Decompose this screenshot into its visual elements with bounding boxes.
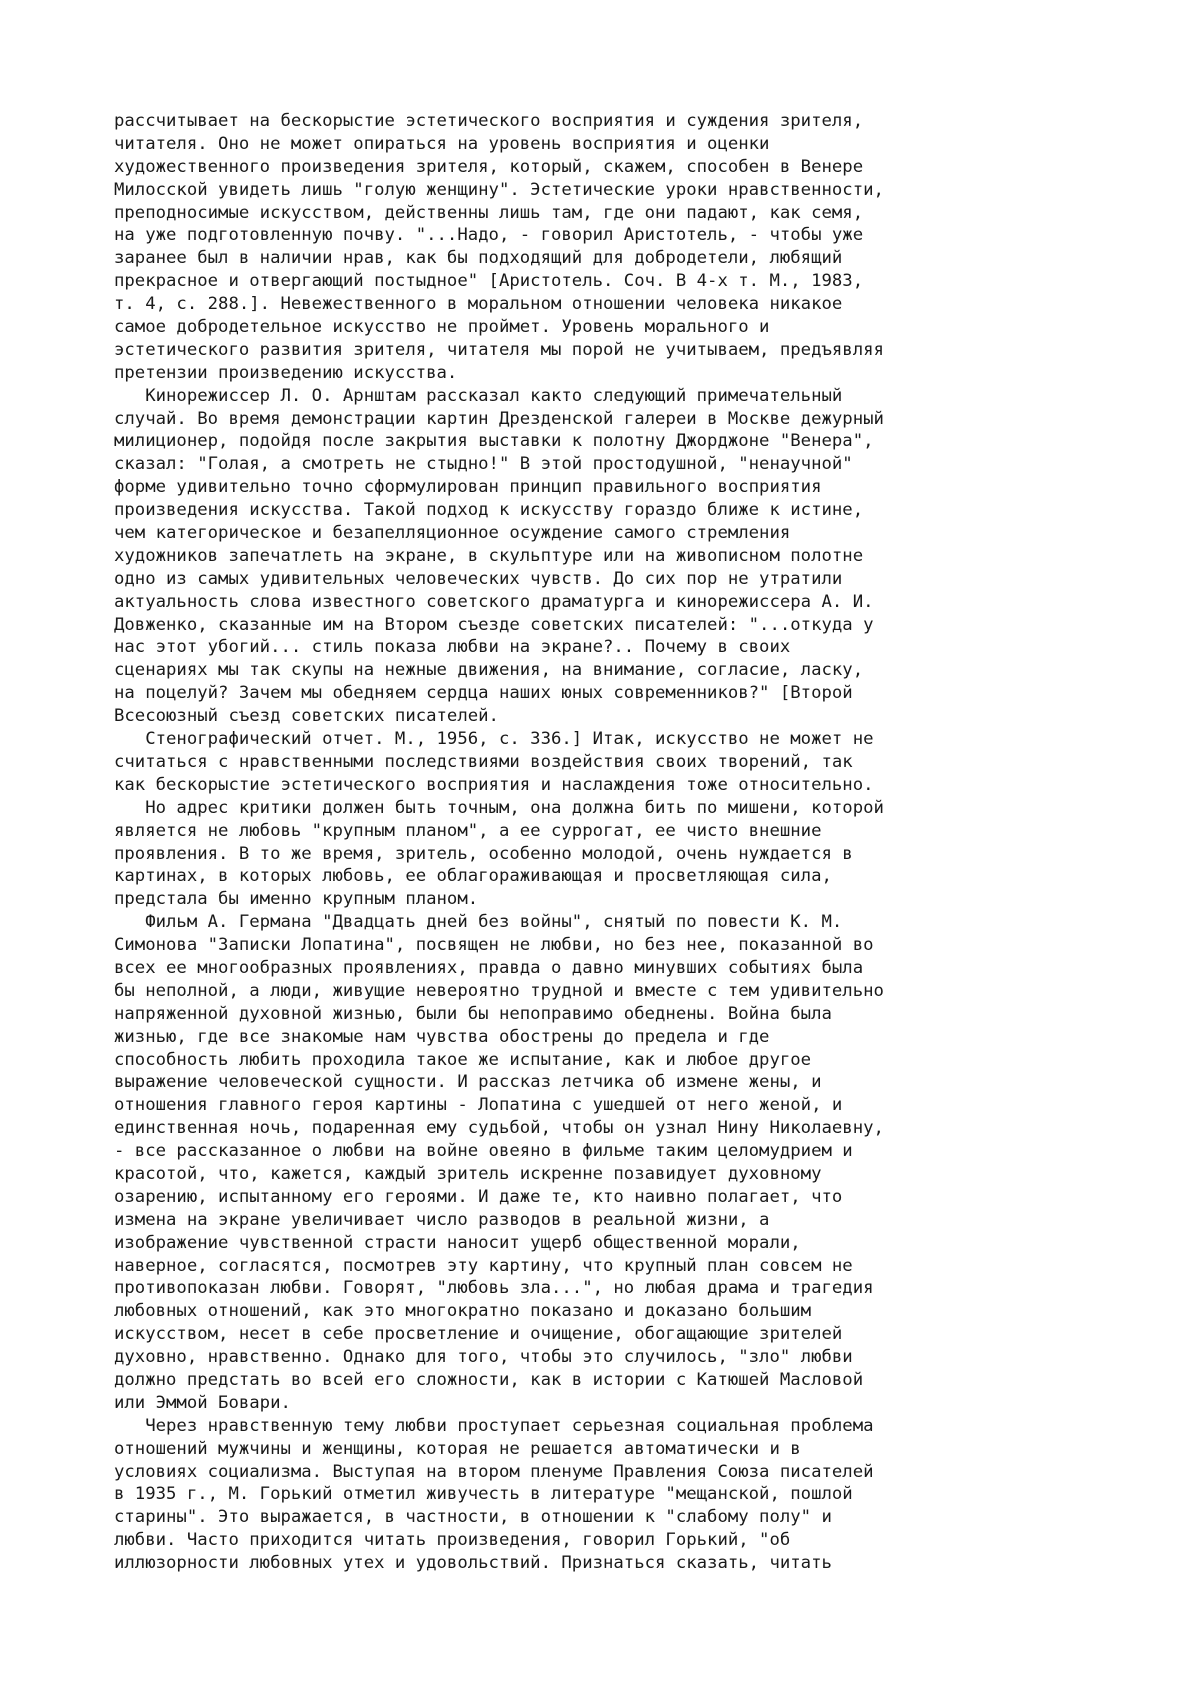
text-line: сказал: "Голая, а смотреть не стыдно!" В этой простодушной, "ненаучной" bbox=[114, 454, 853, 475]
text-line: старины". Это выражается, в частности, в отношении к "слабому полу" и bbox=[114, 1507, 832, 1528]
text-line: любовных отношений, как это многократно показано и доказано большим bbox=[114, 1301, 812, 1322]
text-line: Милосской увидеть лишь "голую женщину". Эстетические уроки нравственности, bbox=[114, 179, 884, 200]
text-line: прекрасное и отвергающий постыдное" [Аристотель. Соч. В 4-х т. М., 1983, bbox=[114, 271, 864, 292]
text-line: Симонова "Записки Лопатина", посвящен не любви, но без нее, показанной во bbox=[114, 935, 874, 956]
text-line: или Эммой Бовари. bbox=[114, 1392, 291, 1413]
text-line: является не любовь "крупным планом", а ее суррогат, ее чисто внешние bbox=[114, 820, 822, 841]
text-line: чем категорическое и безапелляционное осуждение самого стремления bbox=[114, 523, 791, 544]
text-line: заранее был в наличии нрав, как бы подходящий для добродетели, любящий bbox=[114, 248, 843, 269]
text-line: художественного произведения зрителя, который, скажем, способен в Венере bbox=[114, 156, 864, 177]
text-line: на уже подготовленную почву. "...Надо, - говорил Аристотель, - чтобы уже bbox=[114, 225, 864, 246]
text-line: духовно, нравственно. Однако для того, чтобы это случилось, "зло" любви bbox=[114, 1347, 853, 1368]
text-line: Кинорежиссер Л. О. Арнштам рассказал както следующий примечательный bbox=[114, 385, 843, 406]
text-line: проявления. В то же время, зритель, особенно молодой, очень нуждается в bbox=[114, 843, 853, 864]
text-line: озарению, испытанному его героями. И даже те, кто наивно полагает, что bbox=[114, 1186, 843, 1207]
document-page bbox=[114, 110, 1164, 1575]
text-line: преподносимые искусством, действенны лишь там, где они падают, как семя, bbox=[114, 202, 864, 223]
text-line: случай. Во время демонстрации картин Дрезденской галереи в Москве дежурный bbox=[114, 408, 884, 429]
text-line: картинах, в которых любовь, ее облагораживающая и просветляющая сила, bbox=[114, 866, 832, 887]
text-line: условиях социализма. Выступая на втором пленуме Правления Союза писателей bbox=[114, 1461, 874, 1482]
text-line: противопоказан любви. Говорят, "любовь зла...", но любая драма и трагедия bbox=[114, 1278, 874, 1299]
text-line: Стенографический отчет. М., 1956, с. 336.] Итак, искусство не может не bbox=[114, 729, 874, 750]
text-line: способность любить проходила такое же испытание, как и любое другое bbox=[114, 1049, 812, 1070]
text-line: красотой, что, кажется, каждый зритель искренне позавидует духовному bbox=[114, 1163, 822, 1184]
text-line: считаться с нравственными последствиями воздействия своих творений, так bbox=[114, 751, 853, 772]
text-line: предстала бы именно крупным планом. bbox=[114, 889, 479, 910]
text-line: актуальность слова известного советского драматурга и кинорежиссера А. И. bbox=[114, 591, 874, 612]
text-line: эстетического развития зрителя, читателя мы порой не учитываем, предъявляя bbox=[114, 339, 884, 360]
text-line: сценариях мы так скупы на нежные движения, на внимание, согласие, ласку, bbox=[114, 660, 864, 681]
text-line: всех ее многообразных проявлениях, правда о давно минувших событиях была bbox=[114, 957, 864, 978]
text-line: бы неполной, а люди, живущие невероятно трудной и вместе с тем удивительно bbox=[114, 980, 884, 1001]
text-line: нас этот убогий... стиль показа любви на экране?.. Почему в своих bbox=[114, 637, 791, 658]
text-line: искусством, несет в себе просветление и очищение, обогащающие зрителей bbox=[114, 1324, 843, 1345]
text-line: иллюзорности любовных утех и удовольствий. Признаться сказать, читать bbox=[114, 1553, 832, 1574]
text-line: любви. Часто приходится читать произведения, говорил Горький, "об bbox=[114, 1530, 791, 1551]
text-line: - все рассказанное о любви на войне овеяно в фильме таким целомудрием и bbox=[114, 1141, 853, 1162]
text-line: произведения искусства. Такой подход к искусству гораздо ближе к истине, bbox=[114, 500, 864, 521]
text-line: жизнью, где все знакомые нам чувства обострены до предела и где bbox=[114, 1026, 770, 1047]
text-line: претензии произведению искусства. bbox=[114, 362, 458, 383]
text-line: читателя. Оно не может опираться на уровень восприятия и оценки bbox=[114, 133, 770, 154]
text-line: Через нравственную тему любви проступает серьезная социальная проблема bbox=[114, 1415, 874, 1436]
text-line: Фильм А. Германа "Двадцать дней без войны", снятый по повести К. М. bbox=[114, 912, 843, 933]
text-line: Но адрес критики должен быть точным, она должна бить по мишени, которой bbox=[114, 797, 884, 818]
text-line: Всесоюзный съезд советских писателей. bbox=[114, 706, 499, 727]
text-line: напряженной духовной жизнью, были бы непоправимо обеднены. Война была bbox=[114, 1003, 832, 1024]
text-line: измена на экране увеличивает число разводов в реальной жизни, а bbox=[114, 1209, 770, 1230]
text-line: художников запечатлеть на экране, в скульптуре или на живописном полотне bbox=[114, 545, 864, 566]
text-line: рассчитывает на бескорыстие эстетического восприятия и суждения зрителя, bbox=[114, 111, 864, 131]
text-line: должно предстать во всей его сложности, как в истории с Катюшей Масловой bbox=[114, 1369, 864, 1390]
text-line: наверное, согласятся, посмотрев эту картину, что крупный план совсем не bbox=[114, 1255, 853, 1276]
text-line: изображение чувственной страсти наносит ущерб общественной морали, bbox=[114, 1232, 801, 1253]
text-line: Довженко, сказанные им на Втором съезде советских писателей: "...откуда у bbox=[114, 614, 874, 635]
text-line: т. 4, с. 288.]. Невежественного в моральном отношении человека никакое bbox=[114, 294, 843, 315]
text-line: выражение человеческой сущности. И рассказ летчика об измене жены, и bbox=[114, 1072, 822, 1093]
text-line: отношений мужчины и женщины, которая не решается автоматически и в bbox=[114, 1438, 801, 1459]
text-line: как бескорыстие эстетического восприятия и наслаждения тоже относительно. bbox=[114, 774, 874, 795]
text-line: милиционер, подойдя после закрытия выставки к полотну Джорджоне "Венера", bbox=[114, 431, 874, 452]
text-line: в 1935 г., М. Горький отметил живучесть в литературе "мещанской, пошлой bbox=[114, 1484, 853, 1505]
text-line: единственная ночь, подаренная ему судьбой, чтобы он узнал Нину Николаевну, bbox=[114, 1118, 884, 1139]
text-line: отношения главного героя картины - Лопатина с ушедшей от него женой, и bbox=[114, 1095, 843, 1116]
text-line: на поцелуй? Зачем мы обедняем сердца наших юных современников?" [Второй bbox=[114, 683, 853, 704]
text-line: самое добродетельное искусство не проймет. Уровень морального и bbox=[114, 317, 770, 338]
text-line: одно из самых удивительных человеческих чувств. До сих пор не утратили bbox=[114, 568, 843, 589]
text-line: форме удивительно точно сформулирован принцип правильного восприятия bbox=[114, 477, 822, 498]
